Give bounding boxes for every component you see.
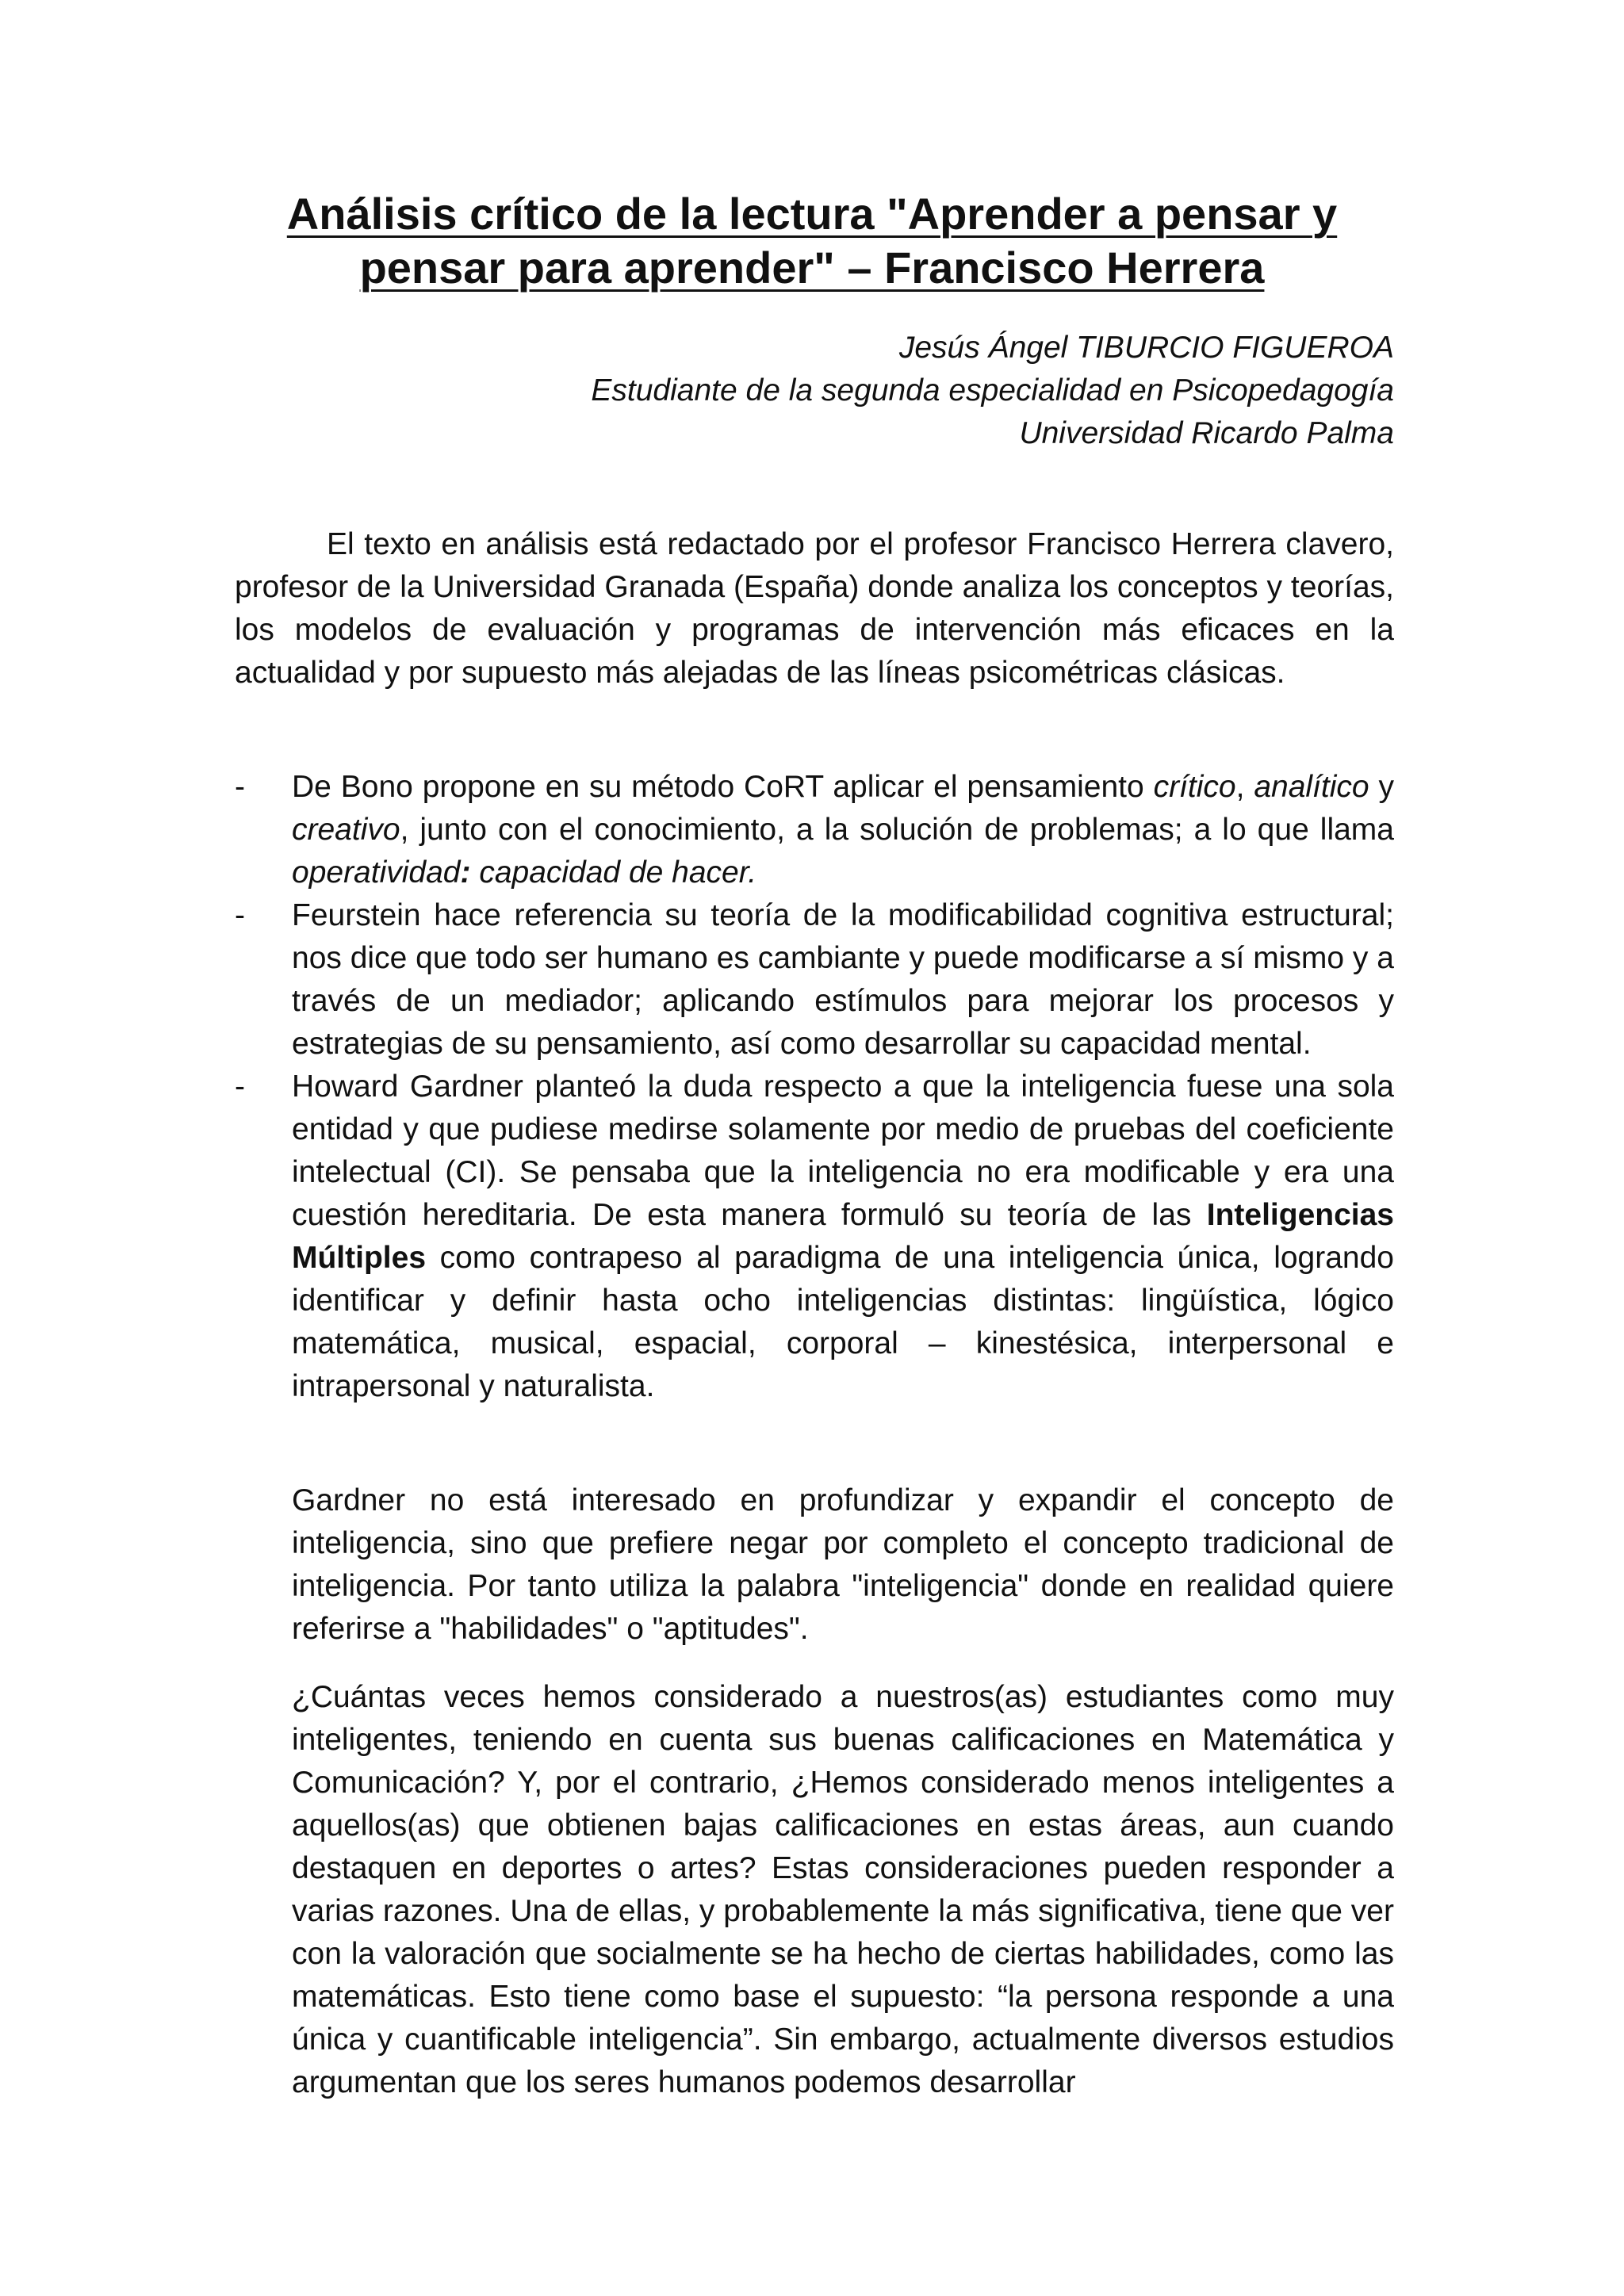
title-line-1: Análisis crítico de la lectura "Aprender a pensar y <box>286 189 1338 239</box>
paragraph-gardner-critique: Gardner no está interesado en profundizar y expandir el concepto de inteligencia, sino que prefiere negar por completo el concepto tradicional de inteligencia. Por tanto utiliza la palabra "inteligencia" donde en realidad quiere referirse a "habilidades" o "aptitudes". <box>292 1483 1394 1646</box>
author-institution: Universidad Ricardo Palma <box>1019 416 1394 450</box>
bullet1-text: y <box>1369 770 1395 804</box>
bullet1-text: De Bono propone en su método CoRT aplicar el pensamiento <box>292 770 1154 804</box>
bullet1-emphasis: creativo <box>292 813 400 847</box>
bullet2-text: Feurstein hace referencia su teoría de la modificabilidad cognitiva estructural; nos dice que todo ser humano es cambiante y puede modificarse a sí mismo y a través de un mediador; aplicando estímulos para mejorar los procesos y estrategias de su pensamiento, así como desarrollar su capacidad mental. <box>292 898 1394 1061</box>
bullet1-emphasis: analítico <box>1254 770 1369 804</box>
bullet1-emphasis: crítico <box>1153 770 1236 804</box>
title-line-2: pensar para aprender" – Francisco Herrera <box>359 243 1265 293</box>
author-role: Estudiante de la segunda especialidad en Psicopedagogía <box>591 373 1394 408</box>
document-title <box>190 187 1434 295</box>
paragraph-questions: ¿Cuántas veces hemos considerado a nuestros(as) estudiantes como muy inteligentes, teniendo en cuenta sus buenas calificaciones en Matemática y Comunicación? Y, por el contrario, ¿Hemos considerado menos inteligentes a aquellos(as) que obtienen bajas calificaciones en estas áreas, aun cuando destaquen en deportes o artes? Estas consideraciones pueden responder a varias razones. Una de ellas, y probablemente la más significativa, tiene que ver con la valoración que socialmente se ha hecho de ciertas habilidades, como las matemáticas. Esto tiene como base el supuesto: “la persona responde a una única y cuantificable inteligencia”. Sin embargo, actualmente diversos estudios argumentan que los seres humanos podemos desarrollar <box>292 1680 1394 2099</box>
intro-paragraph: El texto en análisis está redactado por el profesor Francisco Herrera clavero, profesor de la Universidad Granada (España) donde analiza los conceptos y teorías, los modelos de evaluación y programas de intervención más eficaces en la actualidad y por supuesto más alejadas de las líneas psicométricas clásicas. <box>235 527 1394 690</box>
bullet3-text: como contrapeso al paradigma de una inteligencia única, logrando identificar y definir hasta ocho inteligencias distintas: lingüística, lógico matemática, musical, espacial, corporal – kinestésica, interpersonal e intrapersonal y naturalista. <box>292 1241 1394 1403</box>
bullet1-emphasis: capacidad de hacer. <box>470 855 757 890</box>
bullet3-text: Howard Gardner planteó la duda respecto a que la inteligencia fuese una sola entidad y que pudiese medirse solamente por medio de pruebas del coeficiente intelectual (CI). Se pensaba que la inteligencia no era modificable y era una cuestión hereditaria. De esta manera formuló su teoría de las <box>292 1070 1394 1232</box>
bullet-marker: - <box>235 898 245 932</box>
bullet-marker: - <box>235 770 245 804</box>
bullet-item-feurstein <box>235 894 1394 1066</box>
bullet3-bold-term: Inteligencias Múltiples <box>292 1198 1394 1275</box>
author-name: Jesús Ángel TIBURCIO FIGUEROA <box>898 331 1394 365</box>
bullet1-text: , <box>1235 770 1254 804</box>
bullet1-emphasis: operatividad <box>292 855 461 890</box>
author-block <box>591 327 1394 455</box>
bullet1-colon: : <box>460 855 471 890</box>
bullet-list <box>235 766 1394 1408</box>
bullet-item-de-bono <box>235 766 1394 894</box>
bullet-marker: - <box>235 1070 245 1104</box>
bullet1-text: , junto con el conocimiento, a la solución de problemas; a lo que llama <box>400 813 1394 847</box>
bullet-item-gardner <box>235 1066 1394 1408</box>
